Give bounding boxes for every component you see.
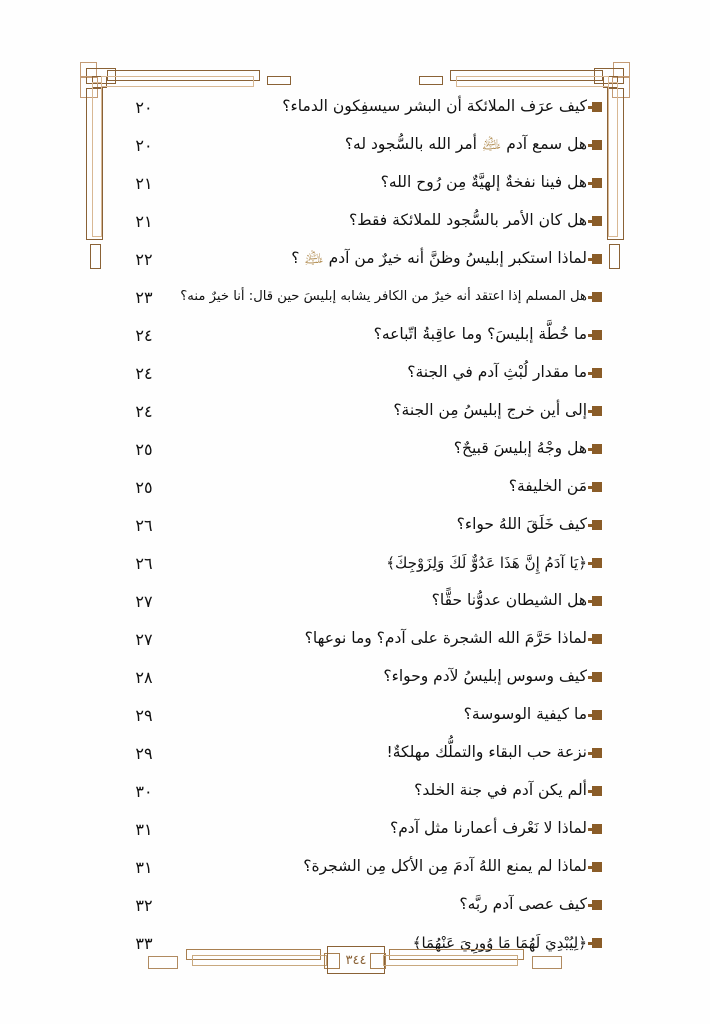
toc-entry-page-number: ٢٩: [135, 705, 153, 725]
toc-entry[interactable]: [108, 544, 602, 582]
toc-entry-page-number: ٢٤: [135, 401, 153, 421]
toc-entry-title: هل كان الأمر بالسُّجود للملائكة فقط؟: [349, 211, 587, 230]
toc-entry-title: ما مقدار لُبْثِ آدم في الجنة؟: [407, 363, 587, 382]
toc-entry-page-number: ٢٧: [135, 629, 153, 649]
toc-entry-title: لماذا حَرَّمَ الله الشجرة على آدم؟ وما نوعها؟: [304, 629, 587, 648]
toc-entry-title: كيف عصى آدم ربَّه؟: [459, 895, 587, 914]
header-ornament-bar-left-inner: [101, 76, 254, 87]
toc-entry[interactable]: [108, 848, 602, 886]
header-ornament-bar-left-outer: [107, 70, 260, 81]
toc-entry-page-number: ٢١: [135, 211, 153, 231]
toc-entry-title: ألم يكن آدم في جنة الخلد؟: [414, 781, 587, 800]
toc-entry[interactable]: [108, 772, 602, 810]
toc-entry-page-number: ٢٠: [135, 135, 153, 155]
toc-entry-title: كيف خَلَقَ اللهُ حواء؟: [456, 515, 587, 534]
toc-entry[interactable]: [108, 886, 602, 924]
toc-entry-title: هل وجْهُ إبليسَ قبيحٌ؟: [453, 439, 587, 458]
footer-ornament-cap-right: [532, 956, 562, 969]
bullet-square-icon: [592, 330, 602, 340]
toc-entry[interactable]: [108, 126, 602, 164]
toc-entry-title: [180, 135, 587, 154]
corner-ornament-top-left-square-1: [80, 62, 97, 78]
bullet-square-icon: [592, 748, 602, 758]
bullet-square-icon: [592, 216, 602, 226]
toc-entry-page-number: ٢٨: [135, 667, 153, 687]
toc-entry-title: مَن الخليفة؟: [508, 477, 587, 496]
toc-entry[interactable]: [108, 582, 602, 620]
toc-entry[interactable]: [108, 164, 602, 202]
toc-entry[interactable]: [108, 392, 602, 430]
footer-ornament-bar-right-inner: [383, 955, 518, 966]
toc-entry[interactable]: [108, 202, 602, 240]
toc-entry-page-number: ٢١: [135, 173, 153, 193]
bullet-square-icon: [592, 900, 602, 910]
toc-entry[interactable]: [108, 316, 602, 354]
toc-title-text-before: لماذا استكبر إبليسُ وظنَّ أنه خيرٌ من آدم: [328, 249, 587, 268]
toc-entry[interactable]: [108, 658, 602, 696]
honorific-glyph-icon: ﵇: [304, 249, 324, 268]
table-of-contents-list: [0, 88, 710, 962]
toc-entry-title: ﴿يَا آدَمُ إِنَّ هَذَا عَدُوٌّ لَكَ وَلِزَوْجِكَ﴾: [386, 553, 587, 572]
toc-entry-title: هل فينا نفخةٌ إلهيَّةٌ مِن رُوح الله؟: [380, 173, 587, 192]
bullet-square-icon: [592, 710, 602, 720]
toc-entry-page-number: ٢٤: [135, 363, 153, 383]
toc-entry[interactable]: [108, 696, 602, 734]
footer-ornament-bar-left-inner: [192, 955, 327, 966]
toc-entry-title: ﴿لِيُبْدِيَ لَهُمَا مَا وُورِيَ عَنْهُمَا﴾: [412, 933, 587, 952]
toc-entry-page-number: ٢٢: [135, 249, 153, 269]
toc-entry-page-number: ٢٩: [135, 743, 153, 763]
header-ornament-tab-left: [267, 76, 291, 85]
bullet-square-icon: [592, 672, 602, 682]
toc-entry-page-number: ٢٧: [135, 591, 153, 611]
toc-entry-title: لماذا لا نَعْرف أعمارنا مثل آدم؟: [389, 819, 587, 838]
toc-entry-page-number: ٢٥: [135, 439, 153, 459]
corner-ornament-top-left-square-2: [86, 68, 116, 84]
page-number: ٣٤٤: [345, 952, 367, 968]
toc-entry-page-number: ٢٦: [135, 515, 153, 535]
header-ornament-bar-right-inner: [456, 76, 609, 87]
toc-entry-page-number: ٢٥: [135, 477, 153, 497]
toc-entry-title: هل المسلم إذا اعتقد أنه خيرٌ من الكافر يشابه إبليسَ حين قال: أنا خيرٌ منه؟: [180, 288, 587, 304]
toc-title-text-after: ؟: [291, 249, 300, 268]
toc-entry[interactable]: [108, 240, 602, 278]
header-ornament-tab-right: [419, 76, 443, 85]
toc-entry-title: ما خُطَّة إبليسَ؟ وما عاقِبةُ اتّباعه؟: [373, 325, 587, 344]
toc-entry-title: كيف وسوس إبليسُ لآدم وحواء؟: [383, 667, 587, 686]
toc-entry[interactable]: [108, 810, 602, 848]
bullet-square-icon: [592, 368, 602, 378]
toc-entry[interactable]: [108, 734, 602, 772]
bullet-square-icon: [592, 102, 602, 112]
toc-entry-page-number: ٣٠: [135, 781, 153, 801]
toc-entry-page-number: ٣١: [135, 857, 153, 877]
toc-entry[interactable]: [108, 354, 602, 392]
toc-entry-page-number: ٢٠: [135, 97, 153, 117]
bullet-square-icon: [592, 140, 602, 150]
bullet-square-icon: [592, 444, 602, 454]
bullet-square-icon: [592, 254, 602, 264]
bullet-square-icon: [592, 406, 602, 416]
toc-title-text-before: هل سمع آدم: [506, 135, 587, 154]
toc-entry-title: إلى أين خرج إبليسُ مِن الجنة؟: [393, 401, 587, 420]
toc-entry-page-number: ٢٣: [135, 287, 153, 307]
corner-ornament-top-right-square-4: [603, 76, 618, 88]
toc-entry[interactable]: [108, 278, 602, 316]
bullet-square-icon: [592, 520, 602, 530]
toc-entry-page-number: ٣٣: [135, 933, 153, 953]
bullet-square-icon: [592, 558, 602, 568]
bullet-square-icon: [592, 786, 602, 796]
toc-title-text-after: أمر الله بالسُّجود له؟: [344, 135, 477, 154]
toc-entry-title: هل الشيطان عدوُّنا حقًّا؟: [431, 591, 587, 610]
toc-entry-page-number: ٢٤: [135, 325, 153, 345]
bullet-square-icon: [592, 596, 602, 606]
bullet-square-icon: [592, 634, 602, 644]
bullet-square-icon: [592, 292, 602, 302]
toc-entry[interactable]: [108, 430, 602, 468]
corner-ornament-top-right-square-1: [613, 62, 630, 78]
corner-ornament-top-left-square-4: [92, 76, 107, 88]
toc-entry[interactable]: [108, 620, 602, 658]
bullet-square-icon: [592, 862, 602, 872]
toc-entry[interactable]: [108, 468, 602, 506]
toc-entry-title: كيف عرَف الملائكة أن البشر سيسفِكون الدماء؟: [282, 97, 587, 116]
footer-ornament-cap-left: [148, 956, 178, 969]
toc-entry-page-number: ٣١: [135, 819, 153, 839]
bullet-square-icon: [592, 824, 602, 834]
toc-entry-page-number: ٢٦: [135, 553, 153, 573]
toc-entry-page-number: ٣٢: [135, 895, 153, 915]
header-ornament-bar-right-outer: [450, 70, 603, 81]
toc-entry[interactable]: [108, 506, 602, 544]
bullet-square-icon: [592, 178, 602, 188]
toc-entry-title: ما كيفية الوسوسة؟: [463, 705, 587, 724]
toc-entry-title: لماذا لم يمنع اللهُ آدمَ مِن الأكل مِن الشجرة؟: [303, 857, 587, 876]
corner-ornament-top-right-square-2: [594, 68, 624, 84]
bullet-square-icon: [592, 482, 602, 492]
page-footer-ornament: [0, 938, 710, 984]
honorific-glyph-icon: ﵇: [481, 135, 502, 154]
toc-entry-title: نزعة حب البقاء والتملُّك مهلكةٌ!: [386, 743, 587, 762]
toc-entry[interactable]: [108, 88, 602, 126]
toc-entry-title: [180, 249, 587, 268]
